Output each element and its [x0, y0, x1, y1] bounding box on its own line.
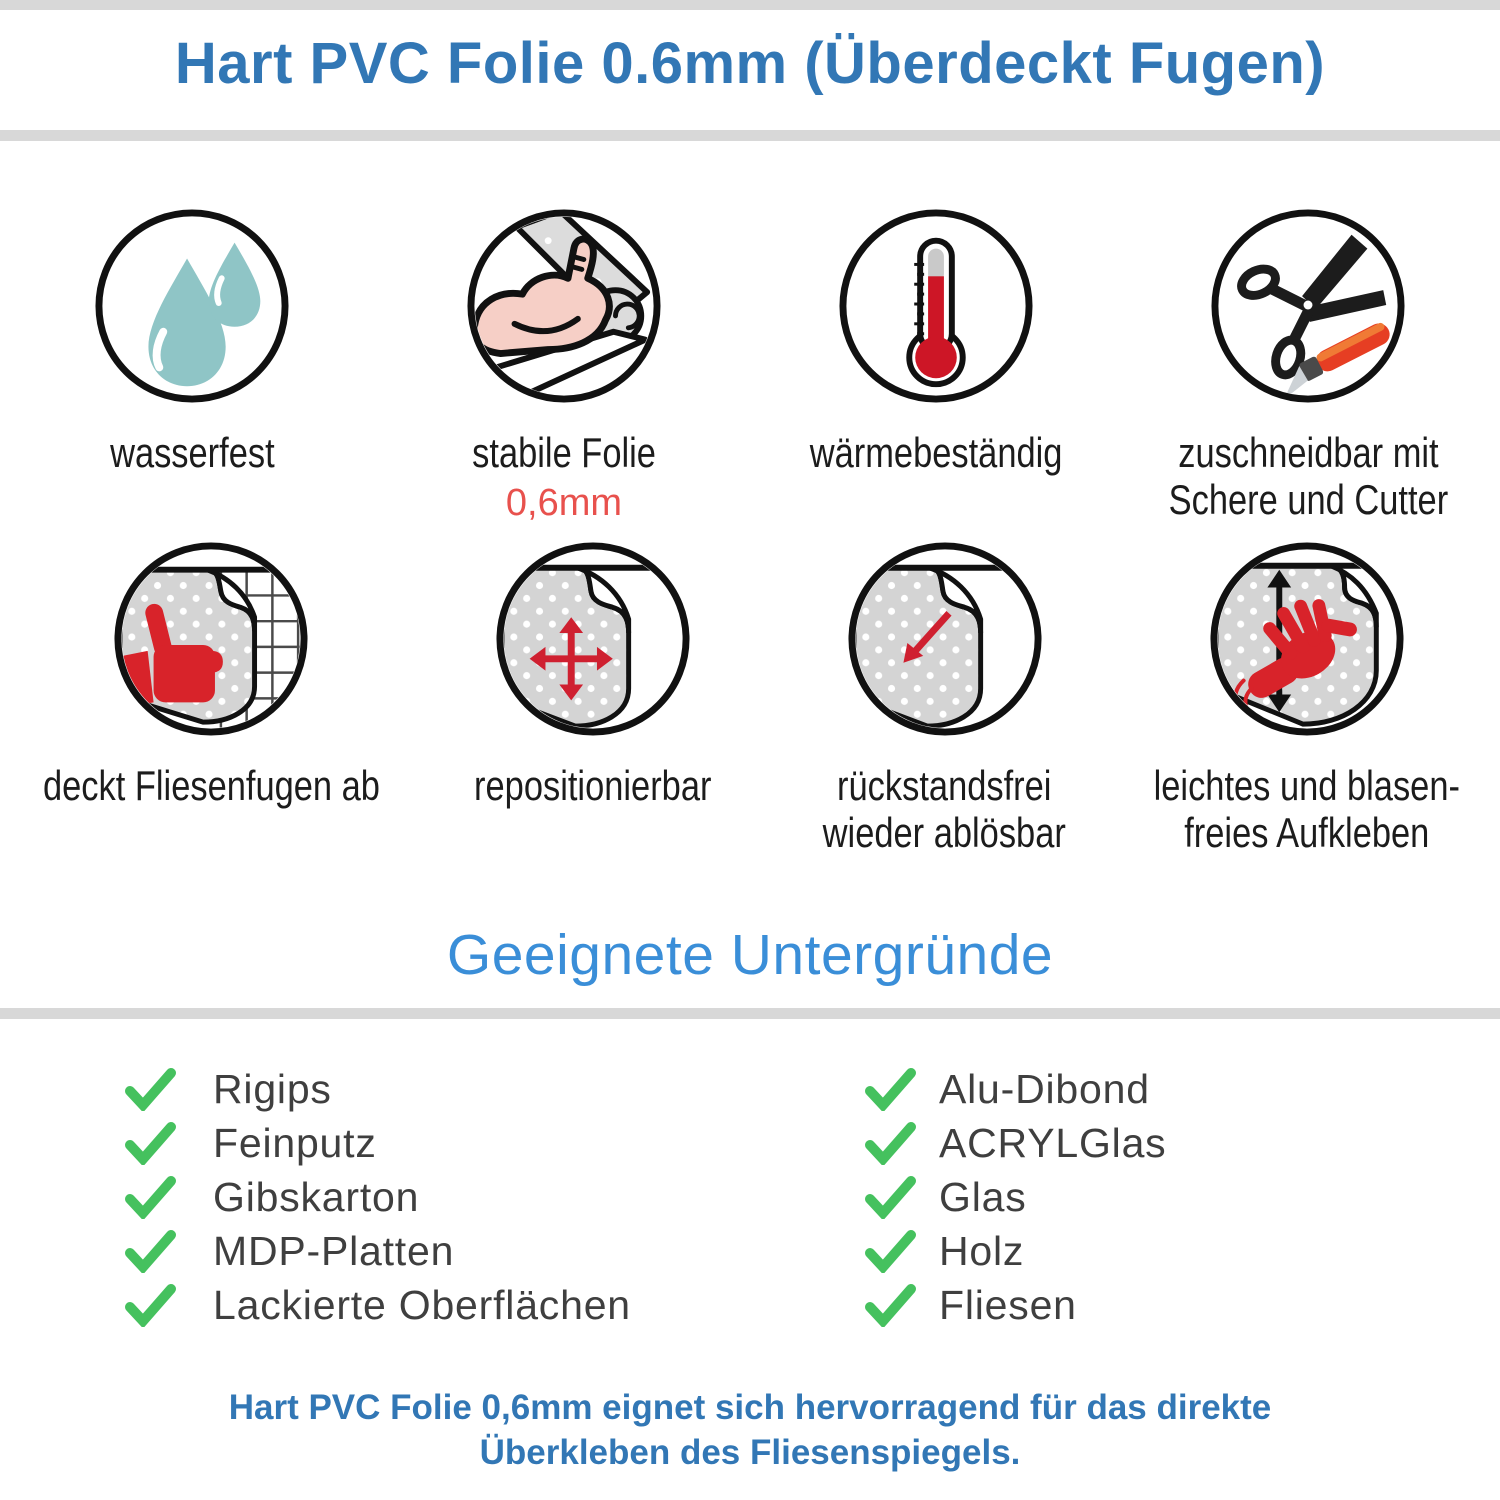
feature-caption: zuschneidbar mit Schere und Cutter [1168, 429, 1448, 524]
strong-arm-foil-icon [465, 207, 663, 405]
checkmark-icon [865, 1283, 917, 1327]
feature-caption: stabile Folie 0,6mm [452, 429, 676, 525]
checkmark-icon [125, 1121, 177, 1165]
divider-under-subheading [0, 1008, 1500, 1019]
feature-wasserfest [6, 207, 378, 525]
list-item: MDP-Platten [125, 1224, 631, 1278]
move-arrows-foil-icon [494, 540, 692, 738]
feature-caption: wärmebeständig [809, 429, 1063, 476]
feature-row-2 [6, 540, 1494, 856]
feature-deckt-fliesenfugen [6, 540, 417, 856]
scissors-cutter-icon [1209, 207, 1407, 405]
checkmark-icon [125, 1175, 177, 1219]
feature-caption: wasserfest [109, 429, 275, 476]
thermometer-icon [837, 207, 1035, 405]
checkmark-icon [125, 1067, 177, 1111]
checkmark-icon [865, 1067, 917, 1111]
feature-caption: deckt Fliesenfugen ab [42, 762, 380, 809]
feature-waermebestaendig [750, 207, 1122, 525]
checkmark-icon [865, 1121, 917, 1165]
list-item: Fliesen [865, 1278, 1166, 1332]
water-drops-icon [93, 207, 291, 405]
feature-caption: leichtes und blasen- freies Aufkleben [1154, 762, 1461, 857]
list-item: Rigips [125, 1062, 631, 1116]
feature-rueckstandsfrei [769, 540, 1121, 856]
feature-repositionierbar [417, 540, 769, 856]
substrates-heading: Geeignete Untergründe [446, 923, 1054, 987]
checkmark-icon [125, 1283, 177, 1327]
feature-row-1 [6, 207, 1494, 525]
list-item: Glas [865, 1170, 1166, 1224]
substrates-column-right [865, 1062, 1166, 1332]
feature-zuschneidbar [1122, 207, 1494, 525]
thumbs-up-tiles-icon [112, 540, 310, 738]
footer-line-2: Überkleben des Fliesenspiegels. [479, 1432, 1021, 1472]
feature-stabile-folie [378, 207, 750, 525]
feature-caption: rückstandsfrei wieder ablösbar [822, 762, 1067, 857]
smoothing-hand-icon [1208, 540, 1406, 738]
divider-top [0, 0, 1500, 10]
list-item: Gibskarton [125, 1170, 631, 1224]
list-item: Feinputz [125, 1116, 631, 1170]
checkmark-icon [125, 1229, 177, 1273]
page-title: Hart PVC Folie 0.6mm (Überdeckt Fugen) [174, 31, 1326, 96]
thickness-note: 0,6mm [505, 482, 623, 525]
list-item: Holz [865, 1224, 1166, 1278]
checkmark-icon [865, 1175, 917, 1219]
divider-under-title [0, 130, 1500, 141]
list-item: ACRYLGlas [865, 1116, 1166, 1170]
feature-leichtes-aufkleben [1120, 540, 1494, 856]
list-item: Lackierte Oberflächen [125, 1278, 631, 1332]
peel-arrow-foil-icon [846, 540, 1044, 738]
feature-caption: repositionierbar [474, 762, 712, 809]
footer-line-1: Hart PVC Folie 0,6mm eignet sich hervorragend für das direkte [228, 1388, 1272, 1427]
checkmark-icon [865, 1229, 917, 1273]
footer-note [0, 1386, 1500, 1476]
substrates-column-left [125, 1062, 631, 1332]
list-item: Alu-Dibond [865, 1062, 1166, 1116]
